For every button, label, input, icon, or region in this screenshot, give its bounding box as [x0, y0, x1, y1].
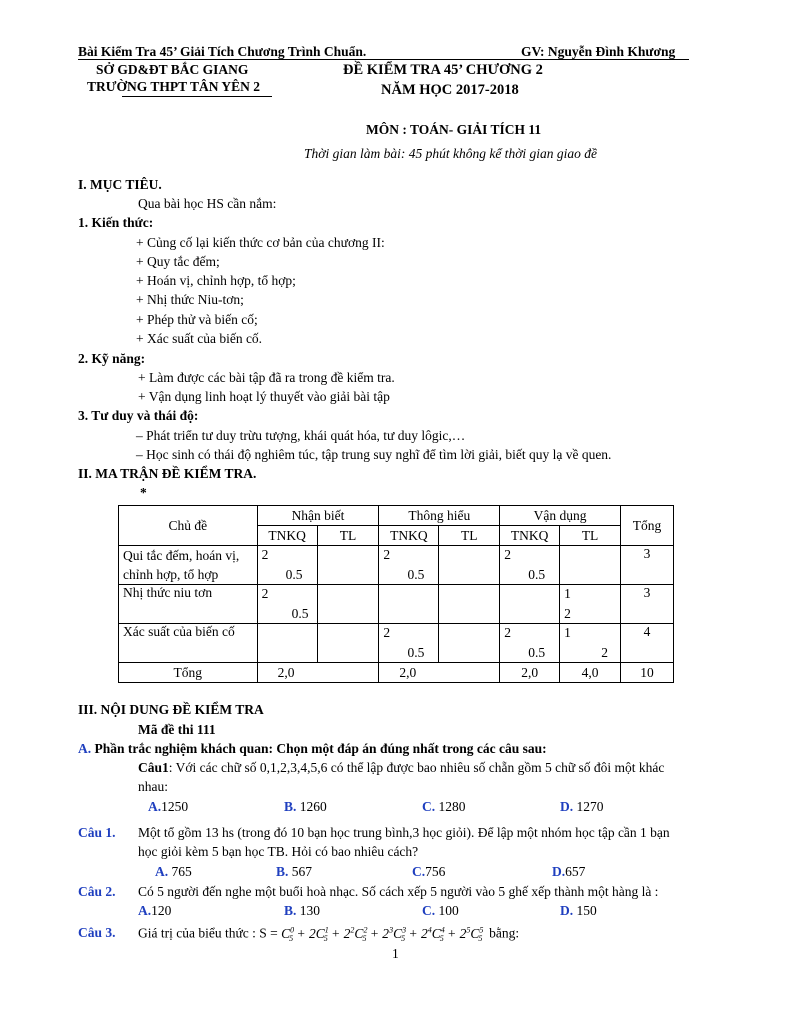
table-row — [119, 585, 674, 624]
cell-count: 2 — [261, 586, 269, 601]
cell-score: 0.5 — [407, 567, 425, 582]
row-total: 3 — [621, 546, 674, 585]
row-total: 4 — [621, 624, 674, 663]
cell-score: 2 — [601, 645, 608, 660]
cell-count: 2 — [383, 547, 391, 562]
knowledge-item: + Xác suất của biến cố. — [136, 331, 263, 346]
qb-option-b[interactable]: B. 130 — [284, 903, 321, 918]
exam-title: ĐỀ KIỂM TRA 45’ CHƯƠNG 2 — [343, 62, 543, 78]
qb-option-c[interactable]: C. 100 — [422, 903, 459, 918]
cell-score: 0.5 — [291, 606, 309, 621]
row-topic: Nhị thức niu tơn — [119, 585, 258, 624]
grand-total: 10 — [621, 663, 674, 683]
skills-item: + Vận dụng linh hoạt lý thuyết vào giải bài tập — [138, 389, 390, 404]
qa-option-c[interactable]: C.756 — [412, 864, 446, 879]
sum-application-essay: 4,0 — [560, 663, 621, 683]
table-row — [119, 624, 674, 663]
cell-score: 0.5 — [285, 567, 303, 582]
sub-header: TNKQ — [379, 526, 439, 546]
qa-option-b[interactable]: B. 567 — [276, 864, 313, 879]
attitude-heading: 3. Tư duy và thái độ: — [78, 408, 199, 423]
col-topic-header: Chủ đề — [119, 506, 258, 546]
row-topic: Xác suất của biến cố — [119, 624, 258, 663]
header-rule — [78, 59, 689, 60]
section1-intro: Qua bài học HS cần nắm: — [138, 196, 277, 211]
knowledge-item: + Hoán vị, chỉnh hợp, tổ hợp; — [136, 273, 296, 288]
part-a-heading: A. Phần trắc nghiệm khách quan: Chọn một đáp án đúng nhất trong các câu sau: — [78, 741, 547, 756]
group-header: Nhận biết — [257, 506, 379, 526]
question-label: Câu 2. — [78, 884, 116, 899]
col-total-header: Tổng — [621, 506, 674, 546]
question-text: Giá trị của biểu thức : $S = C^0_5 + 2C^1_5 + 2^2C^2_5 + 2^3C^3_5 + 2^4C^4_5 + 2^5C^5_5$ bằng: — [138, 925, 520, 944]
school-underline — [122, 96, 272, 97]
exam-code: Mã đề thi 111 — [138, 722, 216, 737]
sub-header: TNKQ — [257, 526, 317, 546]
qb-option-d[interactable]: D. 150 — [560, 903, 597, 918]
section2-heading: II. MA TRẬN ĐỀ KIỂM TRA. — [78, 466, 257, 481]
q1-option-c[interactable]: C. 1280 — [422, 799, 466, 814]
section1-heading: I. MỤC TIÊU. — [78, 177, 162, 192]
knowledge-item: + Quy tắc đếm; — [136, 254, 220, 269]
cell-score: 0.5 — [528, 567, 546, 582]
section3-heading: III. NỘI DUNG ĐỀ KIỂM TRA — [78, 702, 264, 717]
school-name: TRƯỜNG THPT TÂN YÊN 2 — [87, 79, 261, 94]
exam-year: NĂM HỌC 2017-2018 — [381, 82, 519, 98]
cell-count: 1 — [564, 586, 571, 601]
knowledge-item: + Phép thử và biến cố; — [136, 312, 258, 327]
running-header-left: Bài Kiểm Tra 45’ Giải Tích Chương Trình Chuẩn. — [78, 44, 367, 59]
group-header: Thông hiểu — [379, 506, 500, 526]
q1-option-b[interactable]: B. 1260 — [284, 799, 327, 814]
question-text: Một tổ gồm 13 hs (trong đó 10 bạn học trung bình,3 học giỏi). Để lập một nhóm học tập cần 1 bạn — [138, 825, 670, 840]
qa-option-d[interactable]: D.657 — [552, 864, 586, 879]
q1-option-a[interactable]: A.1250 — [148, 799, 189, 814]
test-matrix-table — [118, 505, 674, 683]
cell-count: 2 — [504, 625, 511, 640]
exam-subject: MÔN : TOÁN- GIẢI TÍCH 11 — [366, 122, 542, 137]
table-sum-row — [119, 663, 674, 683]
sub-header: TL — [439, 526, 500, 546]
cell-score: 0.5 — [528, 645, 546, 660]
cell-count: 2 — [383, 625, 391, 640]
question-1-cont: nhau: — [138, 779, 168, 794]
cell-count: 2 — [504, 547, 511, 562]
question-text: Có 5 người đến nghe một buổi hoà nhạc. Số cách xếp 5 người vào 5 ghế xếp thành một hàng là : — [138, 884, 659, 899]
sub-header: TNKQ — [500, 526, 560, 546]
knowledge-heading: 1. Kiến thức: — [78, 215, 154, 230]
section2-star: * — [140, 485, 147, 500]
question-text-cont: học giỏi kèm 5 bạn học TB. Hỏi có bao nhiêu cách? — [138, 844, 419, 859]
table-row — [119, 546, 674, 585]
sum-application-mcq: 2,0 — [500, 663, 560, 683]
sub-header: TL — [560, 526, 621, 546]
cell-count: 1 — [564, 625, 571, 640]
cell-score: 2 — [564, 606, 571, 621]
school-dept: SỞ GD&ĐT BẮC GIANG — [96, 62, 249, 77]
page-number: 1 — [392, 946, 399, 961]
group-header: Vận dụng — [500, 506, 621, 526]
attitude-item: – Học sinh có thái độ nghiêm túc, tập trung suy nghĩ để tìm lời giải, biết quy lạ về quen. — [136, 447, 612, 462]
question-label: Câu 3. — [78, 925, 116, 940]
qa-option-a[interactable]: A. 765 — [155, 864, 192, 879]
question-label: Câu 1. — [78, 825, 116, 840]
cell-count: 2 — [261, 547, 269, 562]
skills-heading: 2. Kỹ năng: — [78, 351, 146, 366]
knowledge-item: + Nhị thức Niu-tơn; — [136, 292, 244, 307]
knowledge-item: + Củng cố lại kiến thức cơ bản của chương II: — [136, 235, 385, 250]
sum-label: Tổng — [119, 663, 258, 683]
qb-option-a[interactable]: A.120 — [138, 903, 172, 918]
q1-option-d[interactable]: D. 1270 — [560, 799, 604, 814]
row-total: 3 — [621, 585, 674, 624]
attitude-item: – Phát triển tư duy trừu tượng, khái quát hóa, tư duy lôgic,… — [136, 428, 466, 443]
sum-comprehension: 2,0 — [379, 663, 500, 683]
exam-time: Thời gian làm bài: 45 phút không kể thời gian giao đề — [304, 146, 598, 161]
cell-score: 0.5 — [407, 645, 425, 660]
running-header-right: GV: Nguyễn Đình Khương — [521, 44, 676, 59]
row-topic: Qui tắc đếm, hoán vị, chỉnh hợp, tổ hợp — [119, 546, 258, 585]
sub-header: TL — [317, 526, 379, 546]
binomial-sum-formula: $C^0_5 + 2C^1_5 + 2^2C^2_5 + 2^3C^3_5 + 2^4C^4_5 + 2^5C^5_5$ — [281, 925, 484, 944]
question-1: Câu1: Với các chữ số 0,1,2,3,4,5,6 có thể lập được bao nhiêu số chẵn gồm 5 chữ số đôi một khác — [138, 760, 665, 775]
skills-item: + Làm được các bài tập đã ra trong đề kiểm tra. — [138, 370, 395, 385]
sum-recognition: 2,0 — [257, 663, 379, 683]
